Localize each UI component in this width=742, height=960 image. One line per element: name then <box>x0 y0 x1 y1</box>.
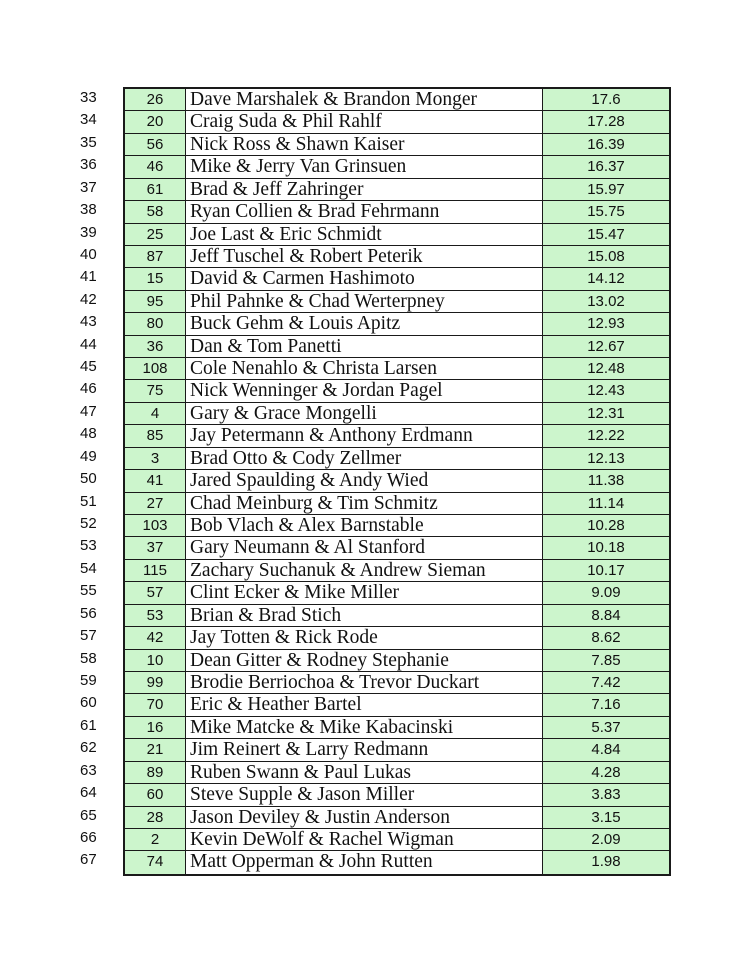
score-cell: 7.42 <box>543 672 669 693</box>
table-row <box>125 537 669 559</box>
table-row <box>125 627 669 649</box>
score-cell: 12.22 <box>543 425 669 446</box>
team-name-cell: Dean Gitter & Rodney Stephanie <box>186 650 543 671</box>
score-cell: 12.31 <box>543 403 669 424</box>
team-name-cell: Chad Meinburg & Tim Schmitz <box>186 493 543 514</box>
rank-label: 52 <box>80 515 97 533</box>
score-cell: 17.28 <box>543 111 669 132</box>
team-number-cell: 20 <box>125 111 186 132</box>
team-name-cell: Mike Matcke & Mike Kabacinski <box>186 717 543 738</box>
score-cell: 11.38 <box>543 470 669 491</box>
team-number-cell: 61 <box>125 179 186 200</box>
table-row <box>125 380 669 402</box>
team-name-cell: Ryan Collien & Brad Fehrmann <box>186 201 543 222</box>
rank-label: 58 <box>80 649 97 667</box>
team-name-cell: Jim Reinert & Larry Redmann <box>186 739 543 760</box>
score-cell: 15.97 <box>543 179 669 200</box>
table-row <box>125 582 669 604</box>
score-cell: 13.02 <box>543 291 669 312</box>
rank-label: 39 <box>80 223 97 241</box>
score-cell: 9.09 <box>543 582 669 603</box>
score-cell: 15.47 <box>543 224 669 245</box>
team-number-cell: 70 <box>125 694 186 715</box>
team-name-cell: Buck Gehm & Louis Apitz <box>186 313 543 334</box>
team-number-cell: 89 <box>125 762 186 783</box>
score-cell: 4.84 <box>543 739 669 760</box>
score-cell: 12.13 <box>543 448 669 469</box>
team-name-cell: Jeff Tuschel & Robert Peterik <box>186 246 543 267</box>
rank-label: 64 <box>80 784 97 802</box>
rank-label: 49 <box>80 447 97 465</box>
table-row <box>125 762 669 784</box>
score-cell: 12.43 <box>543 380 669 401</box>
team-number-cell: 4 <box>125 403 186 424</box>
team-name-cell: Brian & Brad Stich <box>186 605 543 626</box>
team-name-cell: Dan & Tom Panetti <box>186 336 543 357</box>
score-cell: 10.18 <box>543 537 669 558</box>
table-row <box>125 807 669 829</box>
rank-label: 34 <box>80 111 97 129</box>
table-row <box>125 246 669 268</box>
score-cell: 2.09 <box>543 829 669 850</box>
team-name-cell: Phil Pahnke & Chad Werterpney <box>186 291 543 312</box>
team-name-cell: Jay Totten & Rick Rode <box>186 627 543 648</box>
rank-label: 44 <box>80 335 97 353</box>
team-number-cell: 10 <box>125 650 186 671</box>
rank-label: 65 <box>80 806 97 824</box>
rank-label: 37 <box>80 178 97 196</box>
rank-label: 35 <box>80 133 97 151</box>
rank-label: 43 <box>80 313 97 331</box>
rank-label: 36 <box>80 156 97 174</box>
team-number-cell: 27 <box>125 493 186 514</box>
rank-label: 42 <box>80 290 97 308</box>
team-number-cell: 21 <box>125 739 186 760</box>
team-name-cell: Craig Suda & Phil Rahlf <box>186 111 543 132</box>
table-row <box>125 829 669 851</box>
table-row <box>125 425 669 447</box>
rank-label: 45 <box>80 358 97 376</box>
table-row <box>125 717 669 739</box>
team-name-cell: Clint Ecker & Mike Miller <box>186 582 543 603</box>
team-number-cell: 56 <box>125 134 186 155</box>
rank-label: 63 <box>80 761 97 779</box>
team-number-cell: 26 <box>125 89 186 110</box>
table-row <box>125 672 669 694</box>
score-cell: 7.16 <box>543 694 669 715</box>
score-cell: 12.67 <box>543 336 669 357</box>
team-name-cell: Joe Last & Eric Schmidt <box>186 224 543 245</box>
table-row <box>125 89 669 111</box>
rank-label: 55 <box>80 582 97 600</box>
score-cell: 12.93 <box>543 313 669 334</box>
team-number-cell: 46 <box>125 156 186 177</box>
team-number-cell: 36 <box>125 336 186 357</box>
team-name-cell: Matt Opperman & John Rutten <box>186 851 543 873</box>
table-row <box>125 851 669 873</box>
table-row <box>125 313 669 335</box>
score-cell: 16.37 <box>543 156 669 177</box>
score-cell: 10.28 <box>543 515 669 536</box>
team-name-cell: Gary Neumann & Al Stanford <box>186 537 543 558</box>
table-row <box>125 448 669 470</box>
score-cell: 15.75 <box>543 201 669 222</box>
team-name-cell: Jared Spaulding & Andy Wied <box>186 470 543 491</box>
team-name-cell: Steve Supple & Jason Miller <box>186 784 543 805</box>
team-number-cell: 28 <box>125 807 186 828</box>
rank-label: 67 <box>80 851 97 869</box>
score-cell: 11.14 <box>543 493 669 514</box>
team-number-cell: 41 <box>125 470 186 491</box>
team-number-cell: 87 <box>125 246 186 267</box>
team-name-cell: Jay Petermann & Anthony Erdmann <box>186 425 543 446</box>
team-name-cell: Gary & Grace Mongelli <box>186 403 543 424</box>
table-row <box>125 134 669 156</box>
table-row <box>125 111 669 133</box>
table-row <box>125 403 669 425</box>
rank-label: 54 <box>80 559 97 577</box>
table-row <box>125 179 669 201</box>
score-cell: 3.15 <box>543 807 669 828</box>
rank-label: 62 <box>80 739 97 757</box>
team-number-cell: 15 <box>125 268 186 289</box>
table-row <box>125 560 669 582</box>
table-row <box>125 739 669 761</box>
team-name-cell: Ruben Swann & Paul Lukas <box>186 762 543 783</box>
score-cell: 16.39 <box>543 134 669 155</box>
team-number-cell: 37 <box>125 537 186 558</box>
team-name-cell: Eric & Heather Bartel <box>186 694 543 715</box>
team-number-cell: 16 <box>125 717 186 738</box>
rank-label: 66 <box>80 828 97 846</box>
team-number-cell: 25 <box>125 224 186 245</box>
team-name-cell: Bob Vlach & Alex Barnstable <box>186 515 543 536</box>
score-cell: 15.08 <box>543 246 669 267</box>
team-number-cell: 74 <box>125 851 186 873</box>
team-number-cell: 53 <box>125 605 186 626</box>
team-number-cell: 80 <box>125 313 186 334</box>
rank-label: 53 <box>80 537 97 555</box>
team-number-cell: 42 <box>125 627 186 648</box>
score-cell: 1.98 <box>543 851 669 873</box>
team-name-cell: Nick Wenninger & Jordan Pagel <box>186 380 543 401</box>
rank-label: 48 <box>80 425 97 443</box>
table-row <box>125 515 669 537</box>
table-row <box>125 784 669 806</box>
score-cell: 4.28 <box>543 762 669 783</box>
score-cell: 3.83 <box>543 784 669 805</box>
team-number-cell: 3 <box>125 448 186 469</box>
team-number-cell: 60 <box>125 784 186 805</box>
table-row <box>125 201 669 223</box>
team-name-cell: David & Carmen Hashimoto <box>186 268 543 289</box>
rank-label: 50 <box>80 470 97 488</box>
rank-label: 51 <box>80 492 97 510</box>
team-number-cell: 115 <box>125 560 186 581</box>
score-cell: 7.85 <box>543 650 669 671</box>
team-name-cell: Nick Ross & Shawn Kaiser <box>186 134 543 155</box>
score-cell: 12.48 <box>543 358 669 379</box>
score-cell: 10.17 <box>543 560 669 581</box>
score-cell: 17.6 <box>543 89 669 110</box>
team-name-cell: Kevin DeWolf & Rachel Wigman <box>186 829 543 850</box>
team-name-cell: Brodie Berriochoa & Trevor Duckart <box>186 672 543 693</box>
table-row <box>125 470 669 492</box>
team-name-cell: Brad Otto & Cody Zellmer <box>186 448 543 469</box>
team-name-cell: Brad & Jeff Zahringer <box>186 179 543 200</box>
rank-label: 47 <box>80 402 97 420</box>
rank-label: 56 <box>80 604 97 622</box>
team-name-cell: Mike & Jerry Van Grinsuen <box>186 156 543 177</box>
table-row <box>125 156 669 178</box>
table-row <box>125 493 669 515</box>
team-number-cell: 58 <box>125 201 186 222</box>
rank-label: 60 <box>80 694 97 712</box>
table-row <box>125 224 669 246</box>
rank-label: 46 <box>80 380 97 398</box>
team-number-cell: 57 <box>125 582 186 603</box>
team-name-cell: Dave Marshalek & Brandon Monger <box>186 89 543 110</box>
rank-label: 61 <box>80 716 97 734</box>
team-number-cell: 99 <box>125 672 186 693</box>
score-cell: 5.37 <box>543 717 669 738</box>
rank-label: 33 <box>80 89 97 106</box>
team-name-cell: Jason Deviley & Justin Anderson <box>186 807 543 828</box>
team-number-cell: 108 <box>125 358 186 379</box>
rank-label: 59 <box>80 671 97 689</box>
score-cell: 14.12 <box>543 268 669 289</box>
score-cell: 8.84 <box>543 605 669 626</box>
rank-label: 41 <box>80 268 97 286</box>
table-row <box>125 268 669 290</box>
results-table <box>123 87 671 876</box>
score-cell: 8.62 <box>543 627 669 648</box>
table-row <box>125 358 669 380</box>
team-number-cell: 2 <box>125 829 186 850</box>
rank-label: 40 <box>80 245 97 263</box>
table-row <box>125 650 669 672</box>
table-row <box>125 291 669 313</box>
team-number-cell: 85 <box>125 425 186 446</box>
team-number-cell: 95 <box>125 291 186 312</box>
team-number-cell: 75 <box>125 380 186 401</box>
team-name-cell: Zachary Suchanuk & Andrew Sieman <box>186 560 543 581</box>
rank-label: 38 <box>80 201 97 219</box>
table-row <box>125 336 669 358</box>
rank-label: 57 <box>80 627 97 645</box>
team-name-cell: Cole Nenahlo & Christa Larsen <box>186 358 543 379</box>
table-row <box>125 605 669 627</box>
table-row <box>125 694 669 716</box>
team-number-cell: 103 <box>125 515 186 536</box>
